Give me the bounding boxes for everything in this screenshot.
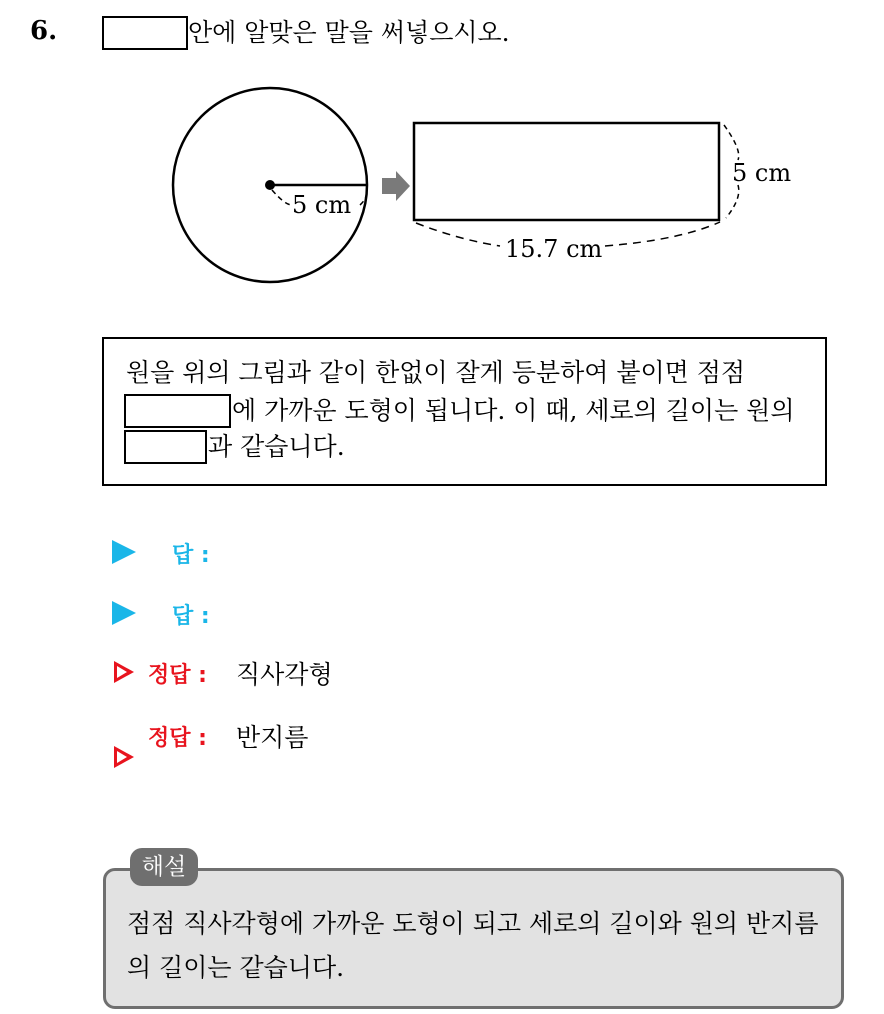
panel-blank-2 bbox=[124, 430, 207, 464]
rectangle-shape bbox=[414, 123, 719, 220]
correct-label-1: 정답 : bbox=[148, 663, 207, 688]
panel-line-2: 에 가까운 도형이 됩니다. 이 때, 세로의 길이는 원의 bbox=[232, 396, 795, 425]
height-label: 5 cm bbox=[732, 159, 792, 187]
width-label: 15.7 cm bbox=[505, 235, 603, 263]
panel-line-1: 원을 위의 그림과 같이 한없이 잘게 등분하여 붙이면 점점 bbox=[126, 358, 746, 387]
answer-marker-icon bbox=[112, 540, 136, 564]
radius-label: 5 cm bbox=[292, 191, 352, 219]
answer-marker-icon bbox=[112, 601, 136, 625]
panel-line-3: 과 같습니다. bbox=[208, 432, 345, 461]
explanation-tag: 해설 bbox=[130, 848, 198, 886]
correct-answer-1: 직사각형 bbox=[236, 660, 333, 689]
explanation-text: 점점 직사각형에 가까운 도형이 되고 세로의 길이와 원의 반지름의 길이는 같습니다. bbox=[127, 909, 819, 982]
answer-label-2: 답 : bbox=[172, 604, 210, 629]
circle-to-rectangle-figure bbox=[0, 0, 884, 300]
question-prompt: 안에 알맞은 말을 써넣으시오. bbox=[188, 18, 510, 47]
correct-answer-2: 반지름 bbox=[236, 723, 309, 752]
right-arrow-icon bbox=[382, 171, 410, 201]
panel-blank-1 bbox=[124, 394, 231, 428]
correct-marker-icon bbox=[114, 661, 134, 683]
answer-label-1: 답 : bbox=[172, 543, 210, 568]
correct-marker-icon bbox=[114, 746, 134, 768]
question-number: 6. bbox=[30, 16, 58, 46]
correct-label-2: 정답 : bbox=[148, 726, 207, 751]
